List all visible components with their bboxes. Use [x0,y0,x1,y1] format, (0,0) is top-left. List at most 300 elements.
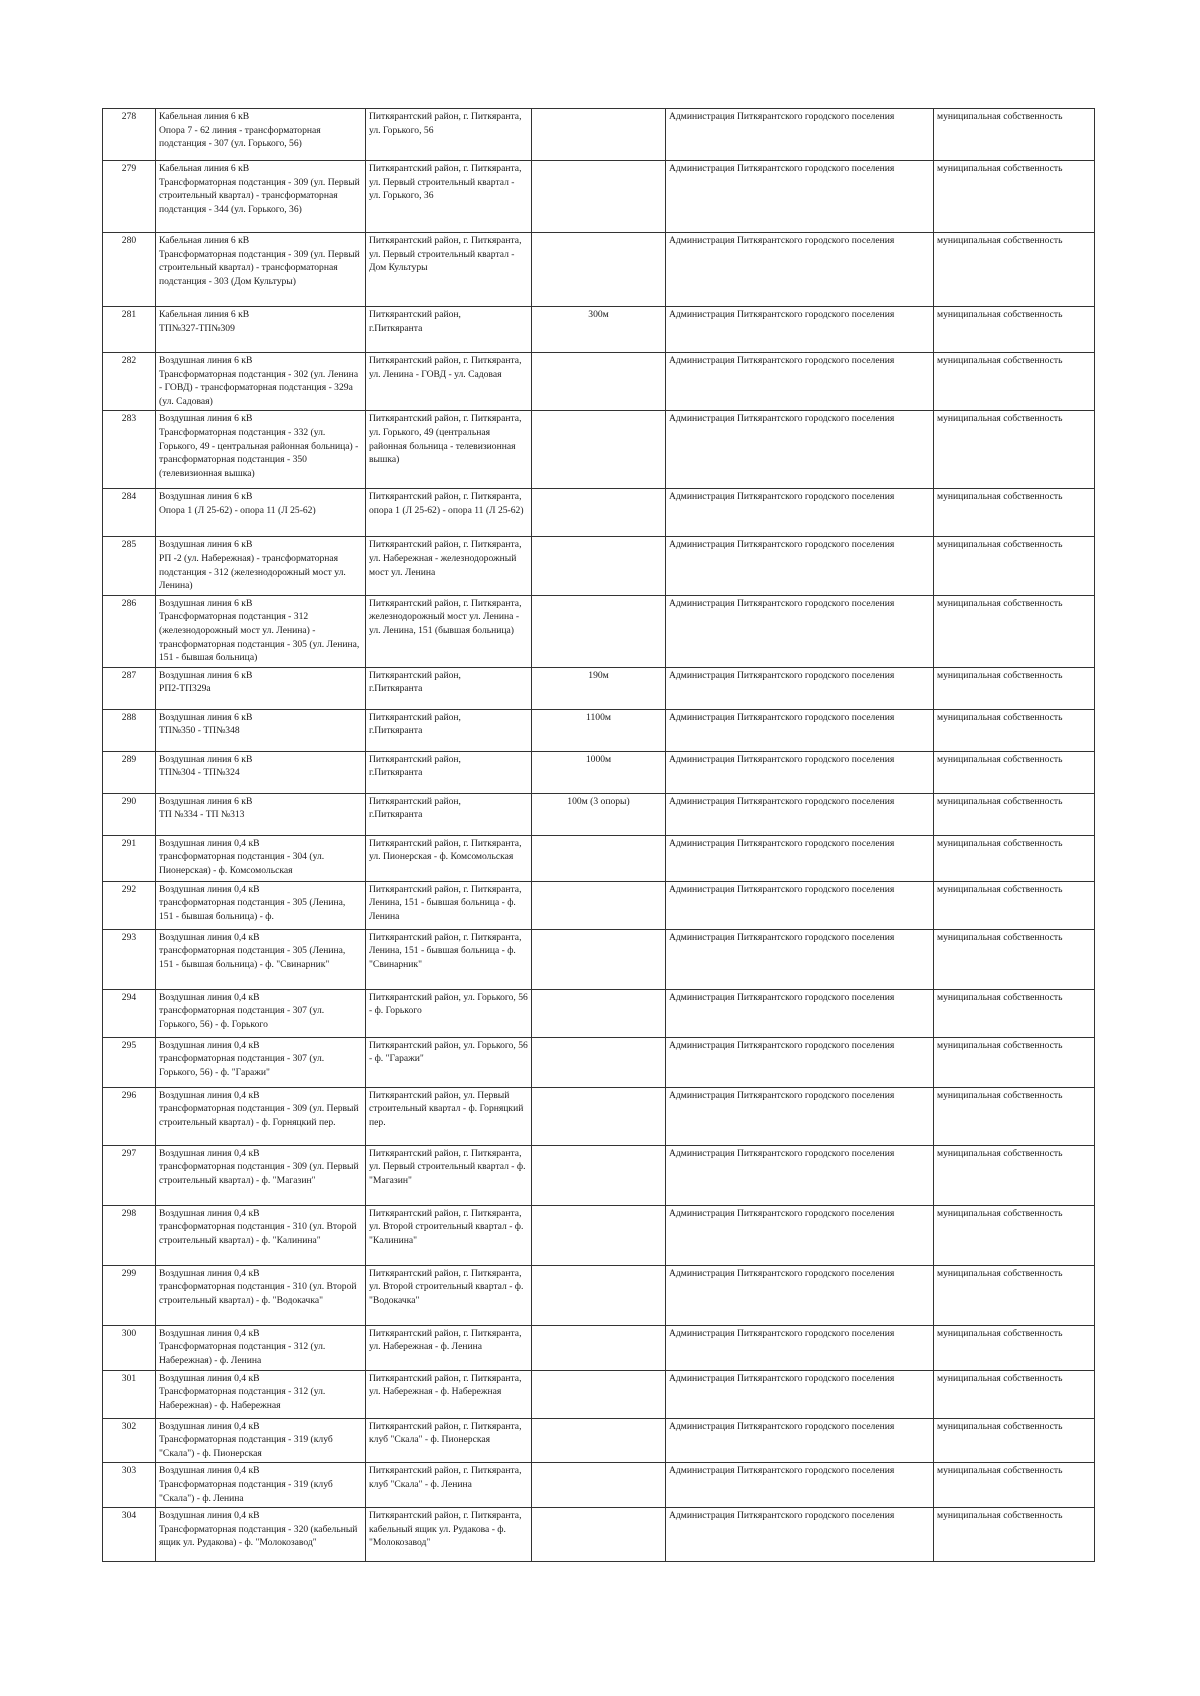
row-number: 281 [121,309,137,320]
object-name: Воздушная линия 0,4 кВ Трансформаторная подстанция - 312 (ул. Набережная) - ф. Ленина [159,1327,326,1366]
table-row [103,161,1095,233]
rights-holder-cell [666,667,934,709]
object-name: Воздушная линия 0,4 кВ трансформаторная подстанция - 304 (ул. Пионерская) - ф. Комсомольская [159,837,325,876]
object-name: Кабельная линия 6 кВ Опора 7 - 62 линия - трансформаторная подстанция - 307 (ул. Горького, 56) [159,111,321,150]
rights-holder-cell [666,161,934,233]
object-name-cell [156,595,366,667]
object-address: Питкярантский район, г. Питкяранта, ул. Ленина - ГОВД - ул. Садовая [369,355,522,380]
object-length-cell [532,1508,666,1562]
ownership-type-cell [934,709,1095,751]
row-number: 301 [121,1372,137,1384]
object-address-cell [366,109,532,161]
object-address: Питкярантский район, г. Питкяранта, ул. Набережная - ф. Набережная [369,1372,522,1398]
row-number-cell [103,233,156,307]
row-number: 297 [121,1147,137,1159]
object-address: Питкярантский район, г. Питкяранта, ул. Второй строительный квартал - ф. "Водокачка" [369,1267,524,1306]
row-number: 299 [121,1267,137,1279]
object-length-cell [532,1463,666,1508]
object-name-cell [156,1205,366,1265]
table-row [103,1205,1095,1265]
row-number-cell [103,1325,156,1370]
row-number: 288 [121,711,137,723]
object-length-cell [532,835,666,881]
object-address: Питкярантский район, ул. Горького, 56 - ф. "Гаражи" [369,1039,528,1065]
rights-holder: Администрация Питкярантского городского поселения [669,355,895,366]
rights-holder: Администрация Питкярантского городского поселения [669,539,895,551]
table-row [103,411,1095,489]
table-row [103,929,1095,989]
ownership-type-cell [934,161,1095,233]
rights-holder-cell [666,109,934,161]
row-number: 284 [121,491,137,503]
rights-holder-cell [666,1145,934,1205]
row-number: 289 [121,753,137,765]
rights-holder: Администрация Питкярантского городского поселения [669,883,895,895]
object-address: Питкярантский район, г.Питкяранта [369,669,461,695]
row-number: 278 [121,111,137,122]
object-name: Воздушная линия 6 кВ Трансформаторная подстанция - 332 (ул. Горького, 49 - центральная районная больница) - трансформаторная подстанция - 350 (телевизионная вышка) [159,413,359,479]
object-address-cell [366,835,532,881]
object-length-cell [532,161,666,233]
object-name-cell [156,1463,366,1508]
ownership-type: муниципальная собственность [937,837,1063,849]
row-number-cell [103,1370,156,1418]
ownership-type: муниципальная собственность [937,1039,1063,1051]
object-name: Воздушная линия 6 кВ Трансформаторная подстанция - 302 (ул. Ленина - ГОВД) - трансформаторная подстанция - 329а (ул. Садовая) [159,355,359,407]
row-number-cell [103,489,156,537]
object-length: 100м (3 опоры) [567,795,630,807]
object-address: Питкярантский район, г. Питкяранта, ул. Набережная - ф. Ленина [369,1327,522,1353]
ownership-type-cell [934,307,1095,353]
row-number: 294 [121,991,137,1003]
rights-holder-cell [666,1508,934,1562]
ownership-type: муниципальная собственность [937,413,1063,425]
ownership-type-cell [934,793,1095,835]
ownership-type: муниципальная собственность [937,597,1063,609]
rights-holder: Администрация Питкярантского городского поселения [669,597,895,609]
object-name-cell [156,793,366,835]
table-body [103,109,1095,1562]
table-row [103,667,1095,709]
ownership-type: муниципальная собственность [937,711,1063,723]
ownership-type-cell [934,109,1095,161]
object-address: Питкярантский район, г. Питкяранта, Ленина, 151 - бывшая больница - ф. Ленина [369,883,522,922]
row-number: 287 [121,669,137,681]
object-name: Воздушная линия 0,4 кВ трансформаторная подстанция - 310 (ул. Второй строительный квартал) - ф. "Водокачка" [159,1267,357,1306]
row-number-cell [103,835,156,881]
row-number-cell [103,667,156,709]
object-address-cell [366,1145,532,1205]
object-address-cell [366,751,532,793]
object-address: Питкярантский район, г.Питкяранта [369,711,461,737]
rights-holder: Администрация Питкярантского городского поселения [669,1372,895,1384]
table-row [103,109,1095,161]
object-address: Питкярантский район, г. Питкяранта, ул. Второй строительный квартал - ф. "Калинина" [369,1207,524,1246]
ownership-type-cell [934,537,1095,595]
row-number-cell [103,1265,156,1325]
row-number: 282 [121,355,137,366]
rights-holder: Администрация Питкярантского городского поселения [669,111,895,122]
object-name: Воздушная линия 6 кВ Опора 1 (Л 25-62) - опора 11 (Л 25-62) [159,491,316,516]
object-address: Питкярантский район, г. Питкяранта, клуб "Скала" - ф. Пионерская [369,1420,522,1446]
object-length-cell [532,1325,666,1370]
ownership-type: муниципальная собственность [937,669,1063,681]
object-name: Воздушная линия 0,4 кВ трансформаторная подстанция - 310 (ул. Второй строительный квартал) - ф. "Калинина" [159,1207,357,1246]
row-number-cell [103,1145,156,1205]
object-length: 190м [588,669,609,681]
object-length-cell [532,1265,666,1325]
table-row [103,1325,1095,1370]
rights-holder-cell [666,1037,934,1087]
object-name-cell [156,1145,366,1205]
ownership-type: муниципальная собственность [937,491,1063,503]
object-length-cell [532,595,666,667]
ownership-type-cell [934,1508,1095,1562]
row-number-cell [103,307,156,353]
ownership-type: муниципальная собственность [937,1372,1063,1384]
object-length-cell [532,751,666,793]
object-address: Питкярантский район, ул. Первый строительный квартал - ф. Горняцкий пер. [369,1089,524,1128]
row-number: 290 [121,795,137,807]
rights-holder-cell [666,233,934,307]
rights-holder: Администрация Питкярантского городского поселения [669,837,895,849]
rights-holder-cell [666,489,934,537]
row-number-cell [103,353,156,411]
object-address-cell [366,353,532,411]
ownership-type-cell [934,1370,1095,1418]
rights-holder-cell [666,411,934,489]
object-address: Питкярантский район, г. Питкяранта, ул. Первый строительный квартал - ф. "Магазин" [369,1147,526,1186]
object-length-cell [532,989,666,1037]
object-address-cell [366,709,532,751]
rights-holder: Администрация Питкярантского городского поселения [669,1207,895,1219]
row-number-cell [103,751,156,793]
ownership-type: муниципальная собственность [937,1207,1063,1219]
object-name-cell [156,751,366,793]
rights-holder: Администрация Питкярантского городского поселения [669,1420,895,1432]
ownership-type: муниципальная собственность [937,355,1063,366]
ownership-type: муниципальная собственность [937,753,1063,765]
object-length-cell [532,307,666,353]
object-length: 300м [588,309,609,320]
ownership-type-cell [934,489,1095,537]
row-number-cell [103,929,156,989]
object-length-cell [532,1418,666,1463]
rights-holder-cell [666,1265,934,1325]
object-address-cell [366,1265,532,1325]
ownership-type-cell [934,595,1095,667]
object-name: Кабельная линия 6 кВ ТП№327-ТП№309 [159,309,250,334]
ownership-type: муниципальная собственность [937,1267,1063,1279]
object-length-cell [532,667,666,709]
rights-holder: Администрация Питкярантского городского поселения [669,1039,895,1051]
object-address-cell [366,1087,532,1145]
rights-holder: Администрация Питкярантского городского поселения [669,1089,895,1101]
object-name-cell [156,709,366,751]
rights-holder-cell [666,1463,934,1508]
ownership-type-cell [934,1325,1095,1370]
object-address-cell [366,1370,532,1418]
object-length-cell [532,1037,666,1087]
object-length-cell [532,537,666,595]
row-number: 280 [121,235,137,246]
ownership-type-cell [934,751,1095,793]
object-length-cell [532,353,666,411]
table-row [103,1370,1095,1418]
rights-holder: Администрация Питкярантского городского поселения [669,795,895,807]
ownership-type: муниципальная собственность [937,111,1063,122]
object-address-cell [366,989,532,1037]
object-name: Воздушная линия 0,4 кВ трансформаторная подстанция - 305 (Ленина, 151 - бывшая больница) - ф. "Свинарник" [159,931,346,970]
table-row [103,751,1095,793]
object-address-cell [366,411,532,489]
table-row [103,1037,1095,1087]
object-name-cell [156,1508,366,1562]
object-length-cell [532,1370,666,1418]
ownership-type-cell [934,835,1095,881]
ownership-type: муниципальная собственность [937,1510,1063,1522]
object-length-cell [532,411,666,489]
object-address: Питкярантский район, г.Питкяранта [369,795,461,821]
object-name-cell [156,1037,366,1087]
object-name-cell [156,307,366,353]
rights-holder-cell [666,709,934,751]
object-address: Питкярантский район, г. Питкяранта, железнодорожный мост ул. Ленина - ул. Ленина, 151 (бывшая больница) [369,597,522,636]
rights-holder-cell [666,595,934,667]
row-number-cell [103,1037,156,1087]
table-row [103,1145,1095,1205]
object-name-cell [156,1265,366,1325]
rights-holder: Администрация Питкярантского городского поселения [669,1267,895,1279]
object-length-cell [532,709,666,751]
rights-holder: Администрация Питкярантского городского поселения [669,711,895,723]
rights-holder-cell [666,793,934,835]
rights-holder: Администрация Питкярантского городского поселения [669,1465,895,1477]
object-length-cell [532,109,666,161]
object-name-cell [156,929,366,989]
table-row [103,989,1095,1037]
rights-holder: Администрация Питкярантского городского поселения [669,931,895,943]
rights-holder: Администрация Питкярантского городского поселения [669,413,895,425]
object-name-cell [156,989,366,1037]
object-length-cell [532,929,666,989]
object-address-cell [366,1508,532,1562]
ownership-type: муниципальная собственность [937,539,1063,551]
object-address-cell [366,595,532,667]
row-number: 298 [121,1207,137,1219]
rights-holder-cell [666,1418,934,1463]
row-number-cell [103,1418,156,1463]
ownership-type-cell [934,1037,1095,1087]
object-address-cell [366,161,532,233]
row-number: 291 [121,837,137,849]
table-row [103,537,1095,595]
object-name-cell [156,109,366,161]
object-address-cell [366,1205,532,1265]
row-number: 286 [121,597,137,609]
ownership-type-cell [934,1205,1095,1265]
object-name-cell [156,667,366,709]
rights-holder-cell [666,307,934,353]
object-name: Воздушная линия 0,4 кВ трансформаторная подстанция - 309 (ул. Первый строительный квартал) - ф. Горняцкий пер. [159,1089,359,1128]
object-address: Питкярантский район, г. Питкяранта, опора 1 (Л 25-62) - опора 11 (Л 25-62) [369,491,524,516]
ownership-type-cell [934,1265,1095,1325]
table-row [103,709,1095,751]
row-number: 292 [121,883,137,895]
object-name: Воздушная линия 0,4 кВ трансформаторная подстанция - 309 (ул. Первый строительный квартал) - ф. "Магазин" [159,1147,359,1186]
row-number: 285 [121,539,137,551]
rights-holder: Администрация Питкярантского городского поселения [669,1147,895,1159]
object-name: Воздушная линия 6 кВ ТП№304 - ТП№324 [159,753,253,779]
object-address-cell [366,233,532,307]
ownership-type-cell [934,411,1095,489]
row-number-cell [103,595,156,667]
object-name-cell [156,537,366,595]
object-address-cell [366,929,532,989]
table-row [103,489,1095,537]
ownership-type: муниципальная собственность [937,1147,1063,1159]
ownership-type-cell [934,353,1095,411]
rights-holder-cell [666,751,934,793]
row-number-cell [103,1508,156,1562]
object-name-cell [156,835,366,881]
table-row [103,307,1095,353]
ownership-type: муниципальная собственность [937,883,1063,895]
row-number: 304 [121,1510,137,1522]
ownership-type-cell [934,929,1095,989]
ownership-type-cell [934,667,1095,709]
row-number-cell [103,989,156,1037]
object-address: Питкярантский район, г. Питкяранта, кабельный ящик ул. Рудакова - ф. "Молокозавод" [369,1510,522,1549]
row-number: 300 [121,1327,137,1339]
object-address: Питкярантский район, г. Питкяранта, Ленина, 151 - бывшая больница - ф. "Свинарник" [369,931,522,970]
rights-holder: Администрация Питкярантского городского поселения [669,753,895,765]
object-address: Питкярантский район, г.Питкяранта [369,753,461,779]
table-row [103,835,1095,881]
object-name: Воздушная линия 0,4 кВ Трансформаторная подстанция - 312 (ул. Набережная) - ф. Набережная [159,1372,326,1411]
rights-holder-cell [666,1205,934,1265]
ownership-type: муниципальная собственность [937,235,1063,246]
object-address: Питкярантский район, г. Питкяранта, ул. Первый строительный квартал - ул. Горького, 36 [369,163,522,202]
row-number-cell [103,411,156,489]
ownership-type: муниципальная собственность [937,1327,1063,1339]
rights-holder: Администрация Питкярантского городского поселения [669,991,895,1003]
rights-holder-cell [666,835,934,881]
object-length-cell [532,489,666,537]
object-address-cell [366,489,532,537]
rights-holder: Администрация Питкярантского городского поселения [669,491,895,503]
row-number: 303 [121,1465,137,1477]
table-row [103,1265,1095,1325]
rights-holder-cell [666,1370,934,1418]
row-number: 295 [121,1039,137,1051]
object-name-cell [156,1087,366,1145]
ownership-type: муниципальная собственность [937,931,1063,943]
object-length-cell [532,1205,666,1265]
object-length-cell [532,793,666,835]
object-address-cell [366,881,532,929]
property-register-table [102,108,1095,1562]
object-name: Воздушная линия 0,4 кВ Трансформаторная подстанция - 320 (кабельный ящик ул. Рудакова) - ф. "Молокозавод" [159,1510,358,1549]
row-number-cell [103,109,156,161]
table-row [103,1087,1095,1145]
row-number-cell [103,881,156,929]
rights-holder: Администрация Питкярантского городского поселения [669,1510,895,1522]
object-address: Питкярантский район, г. Питкяранта, ул. Горького, 49 (центральная районная больница - телевизионная вышка) [369,413,522,466]
object-length-cell [532,1087,666,1145]
row-number-cell [103,161,156,233]
ownership-type: муниципальная собственность [937,1420,1063,1432]
object-name-cell [156,161,366,233]
object-address-cell [366,793,532,835]
object-name-cell [156,1418,366,1463]
row-number: 293 [121,931,137,943]
object-length-cell [532,233,666,307]
rights-holder-cell [666,537,934,595]
row-number-cell [103,1205,156,1265]
object-name: Воздушная линия 6 кВ Трансформаторная подстанция - 312 (железнодорожный мост ул. Ленина) - трансформаторная подстанция - 305 (ул. Ленина, 151 - бывшая больница) [159,597,360,664]
object-name: Кабельная линия 6 кВ Трансформаторная подстанция - 309 (ул. Первый строительный квартал) - трансформаторная подстанция - 344 (ул. Горького, 36) [159,163,360,215]
object-address: Питкярантский район, г. Питкяранта, клуб "Скала" - ф. Ленина [369,1465,522,1490]
object-address-cell [366,667,532,709]
object-name: Воздушная линия 0,4 кВ Трансформаторная подстанция - 319 (клуб "Скала") - ф. Ленина [159,1465,333,1504]
rights-holder: Администрация Питкярантского городского поселения [669,669,895,681]
row-number-cell [103,793,156,835]
table-row [103,793,1095,835]
row-number-cell [103,537,156,595]
object-length: 1100м [586,711,611,723]
object-length-cell [532,881,666,929]
ownership-type-cell [934,881,1095,929]
ownership-type-cell [934,1463,1095,1508]
ownership-type-cell [934,233,1095,307]
rights-holder-cell [666,881,934,929]
object-name: Воздушная линия 6 кВ РП -2 (ул. Набережная) - трансформаторная подстанция - 312 (железнодорожный мост ул. Ленина) [159,539,346,592]
object-address: Питкярантский район, г. Питкяранта, ул. Первый строительный квартал - Дом Культуры [369,235,522,274]
row-number: 296 [121,1089,137,1101]
ownership-type-cell [934,1418,1095,1463]
row-number-cell [103,1463,156,1508]
object-address-cell [366,537,532,595]
object-name: Воздушная линия 0,4 кВ трансформаторная подстанция - 307 (ул. Горького, 56) - ф. "Гаражи" [159,1039,325,1078]
row-number: 279 [121,163,137,174]
rights-holder-cell [666,1325,934,1370]
table-row [103,1418,1095,1463]
object-name: Воздушная линия 6 кВ ТП №334 - ТП №313 [159,795,253,821]
object-address: Питкярантский район, г. Питкяранта, ул. Горького, 56 [369,111,522,136]
object-name: Воздушная линия 0,4 кВ трансформаторная подстанция - 307 (ул. Горького, 56) - ф. Горького [159,991,325,1030]
object-name-cell [156,411,366,489]
object-name: Воздушная линия 0,4 кВ Трансформаторная подстанция - 319 (клуб "Скала") - ф. Пионерская [159,1420,333,1459]
object-address: Питкярантский район, г.Питкяранта [369,309,461,334]
table-row [103,353,1095,411]
ownership-type: муниципальная собственность [937,991,1063,1003]
ownership-type: муниципальная собственность [937,1089,1063,1101]
object-address-cell [366,1463,532,1508]
object-name-cell [156,881,366,929]
ownership-type-cell [934,989,1095,1037]
ownership-type: муниципальная собственность [937,163,1063,174]
object-address: Питкярантский район, г. Питкяранта, ул. Набережная - железнодорожный мост ул. Ленина [369,539,522,578]
rights-holder: Администрация Питкярантского городского поселения [669,235,895,246]
object-address-cell [366,307,532,353]
object-address-cell [366,1325,532,1370]
row-number: 283 [121,413,137,425]
object-name: Воздушная линия 0,4 кВ трансформаторная подстанция - 305 (Ленина, 151 - бывшая больница) - ф. [159,883,346,922]
object-address: Питкярантский район, ул. Горького, 56 - ф. Горького [369,991,528,1017]
rights-holder-cell [666,989,934,1037]
object-name: Кабельная линия 6 кВ Трансформаторная подстанция - 309 (ул. Первый строительный квартал) - трансформаторная подстанция - 303 (Дом Культуры) [159,235,360,287]
